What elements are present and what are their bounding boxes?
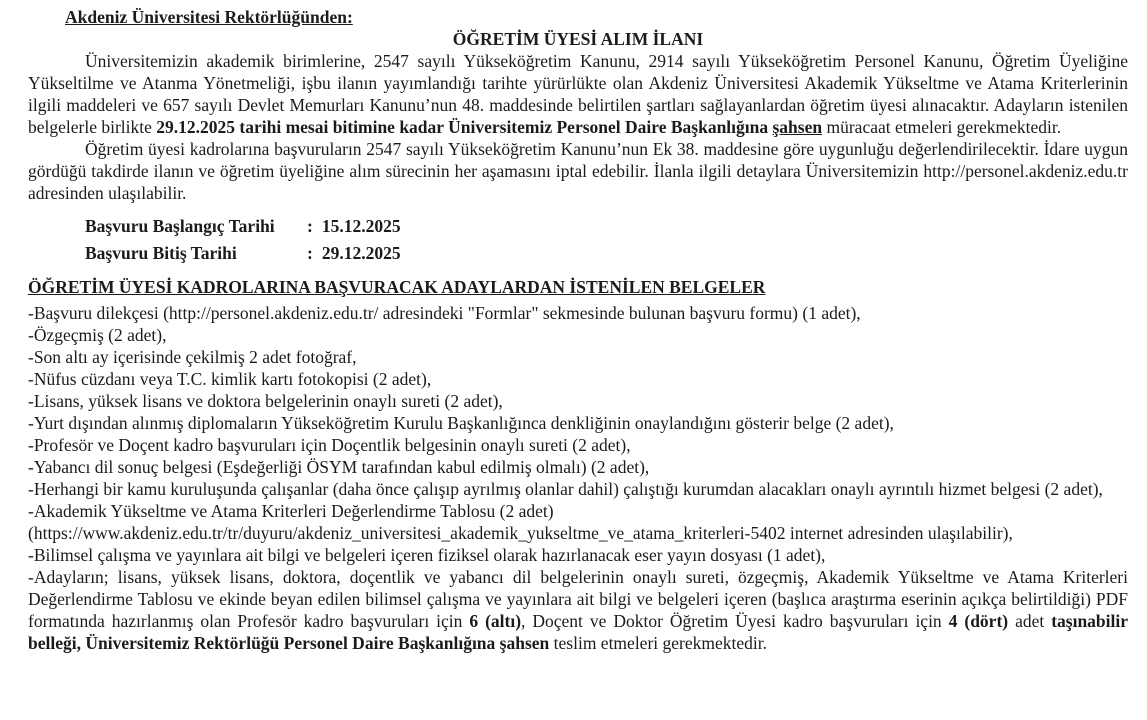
- list-item-publication-file: -Bilimsel çalışma ve yayınlara ait bilgi ve belgeleri içeren fiziksel olarak hazırlanacak eser yayın dosyası (1 adet),: [28, 545, 826, 565]
- list-item-docentlik-certificate: -Profesör ve Doçent kadro başvuruları için Doçentlik belgesinin onaylı sureti (2 adet),: [28, 435, 631, 455]
- end-date-value: 29.12.2025: [321, 243, 401, 263]
- application-dates: [85, 213, 1128, 267]
- end-date-separator: :: [307, 243, 313, 263]
- usb-count-professor: 6 (altı): [469, 611, 522, 631]
- end-date-label: Başvuru Bitiş Tarihi: [85, 243, 237, 263]
- usb-delivery-emphasis: taşınabilir belleği, Üniversitemiz Rektörlüğü Personel Daire Başkanlığına şahsen: [28, 611, 1129, 653]
- intro-text: Üniversitemizin akademik birimlerine, 2547 sayılı Yükseköğretim Kanunu, 2914 sayılı Yükseköğretim Personel Kanunu, Öğretim Üyeliğine Yükseltilme ve Atanma Yönetmeliği, işbu ilanın yayımlandığı tarihte yürürlükte olan Akdeniz Üniversitesi Akademik Yükseltme ve Atama Kriterlerinin ilgili maddeleri ve 657 sayılı Devlet Memurları Kanunu’nun 48. maddesinde belirtilen şartları sağlayanlardan öğretim üyesi alınacaktır. Adayların istenilen belgelerle birlikte: [28, 51, 1128, 137]
- usb-count-docent: 4 (dört): [948, 611, 1009, 631]
- page-title: ÖĞRETİM ÜYESİ ALIM İLANI: [452, 29, 704, 49]
- list-item-usb-delivery: [28, 566, 1128, 654]
- intro-paragraph: [28, 50, 1128, 138]
- required-documents-list: [28, 302, 1128, 654]
- start-date-label: Başvuru Başlangıç Tarihi: [85, 216, 275, 236]
- usb-item-text-3: adet: [1008, 611, 1052, 631]
- start-date-separator: :: [307, 216, 313, 236]
- intro-tail-text: müracaat etmeleri gerekmektedir.: [822, 117, 1062, 137]
- list-item-criteria-table: -Akademik Yükseltme ve Atama Kriterleri Değerlendirme Tablosu (2 adet): [28, 501, 554, 521]
- start-date-row: [85, 213, 1128, 240]
- source-heading: Akdeniz Üniversitesi Rektörlüğünden:: [65, 7, 353, 27]
- list-item-foreign-diploma-equivalence: -Yurt dışından alınmış diplomaların Yükseköğretim Kurulu Başkanlığınca denkliğinin onaylandığını gösterir belge (2 adet),: [28, 413, 894, 433]
- list-item-id-copy: -Nüfus cüzdanı veya T.C. kimlik kartı fotokopisi (2 adet),: [28, 369, 432, 389]
- evaluation-paragraph: Öğretim üyesi kadrolarına başvuruların 2547 sayılı Yükseköğretim Kanunu’nun Ek 38. maddesine göre uygunluğu değerlendirilecektir. İdare uygun gördüğü takdirde ilanın ve öğretim üyeliğine alım sürecinin her aşamasını iptal edebilir. İlanla ilgili detaylara Üniversitemizin http://personel.akdeniz.edu.tr adresinden ulaşılabilir.: [28, 139, 1128, 203]
- start-date-value: 15.12.2025: [321, 216, 401, 236]
- list-item-application-form: -Başvuru dilekçesi (http://personel.akdeniz.edu.tr/ adresindeki "Formlar" sekmesinde bulunan başvuru formu) (1 adet),: [28, 303, 861, 323]
- usb-item-text-2: , Doçent ve Doktor Öğretim Üyesi kadro başvuruları için: [521, 611, 949, 631]
- list-item-service-record: -Herhangi bir kamu kuruluşunda çalışanlar (daha önce çalışıp ayrılmış olanlar dahil) çalıştığı kurumdan alacakları onaylı ayrıntılı hizmet belgesi (2 adet),: [28, 479, 1103, 499]
- list-item-cv: -Özgeçmiş (2 adet),: [28, 325, 167, 345]
- required-documents-heading: ÖĞRETİM ÜYESİ KADROLARINA BAŞVURACAK ADAYLARDAN İSTENİLEN BELGELER: [28, 277, 766, 297]
- in-person-emphasis: şahsen: [772, 117, 823, 137]
- deadline-text: 29.12.2025 tarihi mesai bitimine kadar Üniversitemiz Personel Daire Başkanlığına: [156, 117, 773, 137]
- list-item-photos: -Son altı ay içerisinde çekilmiş 2 adet fotoğraf,: [28, 347, 357, 367]
- usb-item-tail-text: teslim etmeleri gerekmektedir.: [549, 633, 767, 653]
- usb-item-text: -Adayların; lisans, yüksek lisans, doktora, doçentlik ve yabancı dil belgelerinin onaylı sureti, özgeçmiş, Akademik Yükseltme ve Atama Kriterleri Değerlendirme Tablosu ve ekinde beyan edilen bilimsel çalışma ve yayınlara ait bilgi ve belgeleri içeren (başlıca araştırma eserinin açıkça belirtildiği) PDF formatında hazırlanmış olan Profesör kadro başvuruları için: [28, 567, 1128, 631]
- end-date-row: [85, 240, 1128, 267]
- list-item-criteria-url: (https://www.akdeniz.edu.tr/tr/duyuru/akdeniz_universitesi_akademik_yukseltme_ve_atama_kriterleri-5402 internet adresinden ulaşılabilir),: [28, 523, 1013, 543]
- list-item-diplomas: -Lisans, yüksek lisans ve doktora belgelerinin onaylı sureti (2 adet),: [28, 391, 503, 411]
- list-item-language-result: -Yabancı dil sonuç belgesi (Eşdeğerliği ÖSYM tarafından kabul edilmiş olmalı) (2 adet),: [28, 457, 650, 477]
